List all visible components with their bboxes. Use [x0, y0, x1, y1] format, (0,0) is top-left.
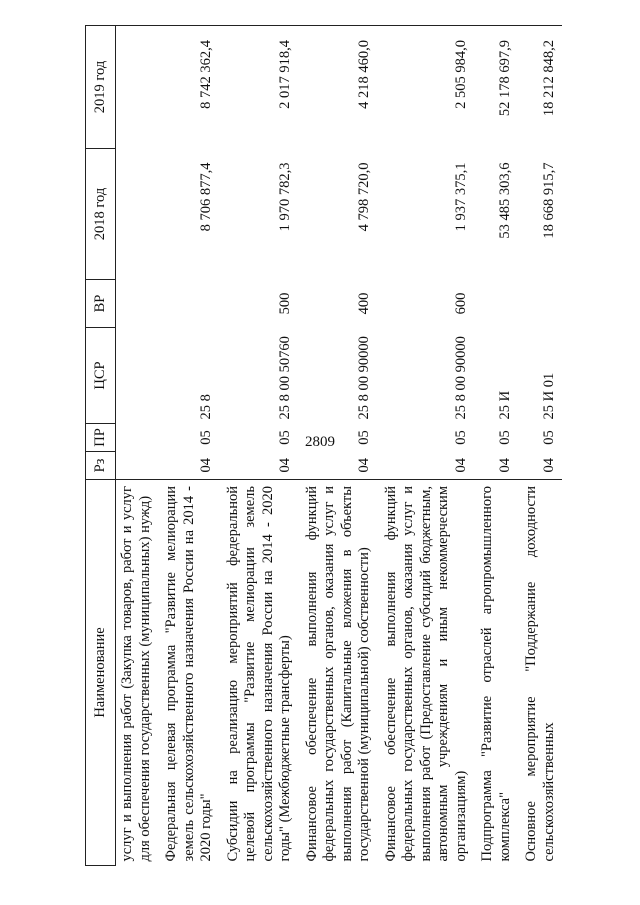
- row-name: Основное мероприятие "Поддержание доходности сельскохозяйственных: [518, 480, 562, 866]
- rotated-table-wrapper: [85, 26, 635, 866]
- row-name: Субсидии на реализацию мероприятий федеральной целевой программы "Развитие мелиорации земель сельскохозяйственного назначения России на 2014 - 2020 годы" (Межбюджетные трансферты): [220, 480, 299, 866]
- table-row: [158, 26, 220, 866]
- budget-table: [85, 25, 562, 866]
- row-2018: [116, 149, 159, 280]
- row-vr: 600: [452, 292, 469, 315]
- row-name: Федеральная целевая программа "Развитие мелиорации земель сельскохозяйственного назначения России на 2014 - 2020 годы": [158, 480, 220, 866]
- row-csr: 25 И 01: [540, 372, 557, 420]
- header-pr: ПР: [86, 424, 116, 452]
- table-row: [378, 26, 475, 866]
- row-2018: 18 668 915,7: [540, 162, 557, 239]
- row-2019: 2 017 918,4: [220, 26, 299, 149]
- row-name: услуг и выполнения работ (Закупка товаров, работ и услуг для обеспечения государственных (муниципальных) нужд): [116, 480, 159, 866]
- header-2019: 2019 год: [86, 26, 116, 149]
- row-rz: [116, 452, 159, 480]
- row-name: Финансовое обеспечение выполнения функций федеральных государственных органов, оказания услуг и выполнения работ (Предоставление субсидий бюджетным, автономным учреждениям и иным некоммерческим организациям): [378, 480, 475, 866]
- row-vr: [518, 280, 562, 328]
- row-rz: 04: [277, 458, 293, 473]
- row-2018: 53 485 303,6: [496, 162, 513, 239]
- row-csr: 25 8: [198, 394, 214, 420]
- row-pr: [116, 424, 159, 452]
- row-2019: 8 742 362,4: [158, 26, 220, 149]
- row-vr: [116, 280, 159, 328]
- row-2019: 18 212 848,2: [518, 26, 562, 149]
- table-row: [299, 26, 378, 866]
- row-pr: 05: [452, 430, 469, 445]
- row-pr: 05: [198, 430, 214, 445]
- row-rz: 04: [356, 458, 372, 473]
- header-csr: ЦСР: [86, 328, 116, 424]
- row-csr: 25 8 00 50760: [277, 336, 293, 420]
- row-csr: 25 8 00 90000: [452, 336, 469, 420]
- row-2018: 4 798 720,0: [356, 162, 372, 232]
- row-vr: 400: [356, 292, 372, 315]
- table-row: [116, 26, 159, 866]
- row-name: Подпрограмма "Развитие отраслей агропромышленного комплекса": [474, 480, 518, 866]
- table-row: [474, 26, 518, 866]
- row-vr: 500: [277, 292, 293, 315]
- table-row: [518, 26, 562, 866]
- row-vr: [474, 280, 518, 328]
- header-name: Наименование: [86, 480, 116, 866]
- row-2018: 8 706 877,4: [198, 162, 214, 232]
- row-rz: 04: [540, 458, 557, 473]
- table-row: [220, 26, 299, 866]
- row-rz: 04: [198, 458, 214, 473]
- row-pr: 05: [277, 430, 293, 445]
- row-csr: 25 8 00 90000: [356, 336, 372, 420]
- row-csr: 25 И: [496, 390, 513, 420]
- header-2018: 2018 год: [86, 149, 116, 280]
- row-2019: 2 505 984,0: [378, 26, 475, 149]
- row-pr: 05: [540, 430, 557, 445]
- row-rz: 04: [452, 458, 469, 473]
- row-rz: 04: [496, 458, 513, 473]
- row-2019: [116, 26, 159, 149]
- row-pr: 05: [356, 430, 372, 445]
- row-name: Финансовое обеспечение выполнения функций федеральных государственных органов, оказания услуг и выполнения работ (Капитальные вложения в объекты государственной (муниципальной) собственности): [299, 480, 378, 866]
- row-2019: 52 178 697,9: [474, 26, 518, 149]
- header-rz: Рз: [86, 452, 116, 480]
- row-2018: 1 970 782,3: [277, 162, 293, 232]
- row-csr: [116, 328, 159, 424]
- header-vr: ВР: [86, 280, 116, 328]
- row-pr: 05: [496, 430, 513, 445]
- row-2018: 1 937 375,1: [452, 162, 469, 232]
- row-2019: 4 218 460,0: [299, 26, 378, 149]
- row-vr: [158, 280, 220, 328]
- page-number: 2809: [305, 434, 335, 450]
- table-header-row: [86, 26, 116, 866]
